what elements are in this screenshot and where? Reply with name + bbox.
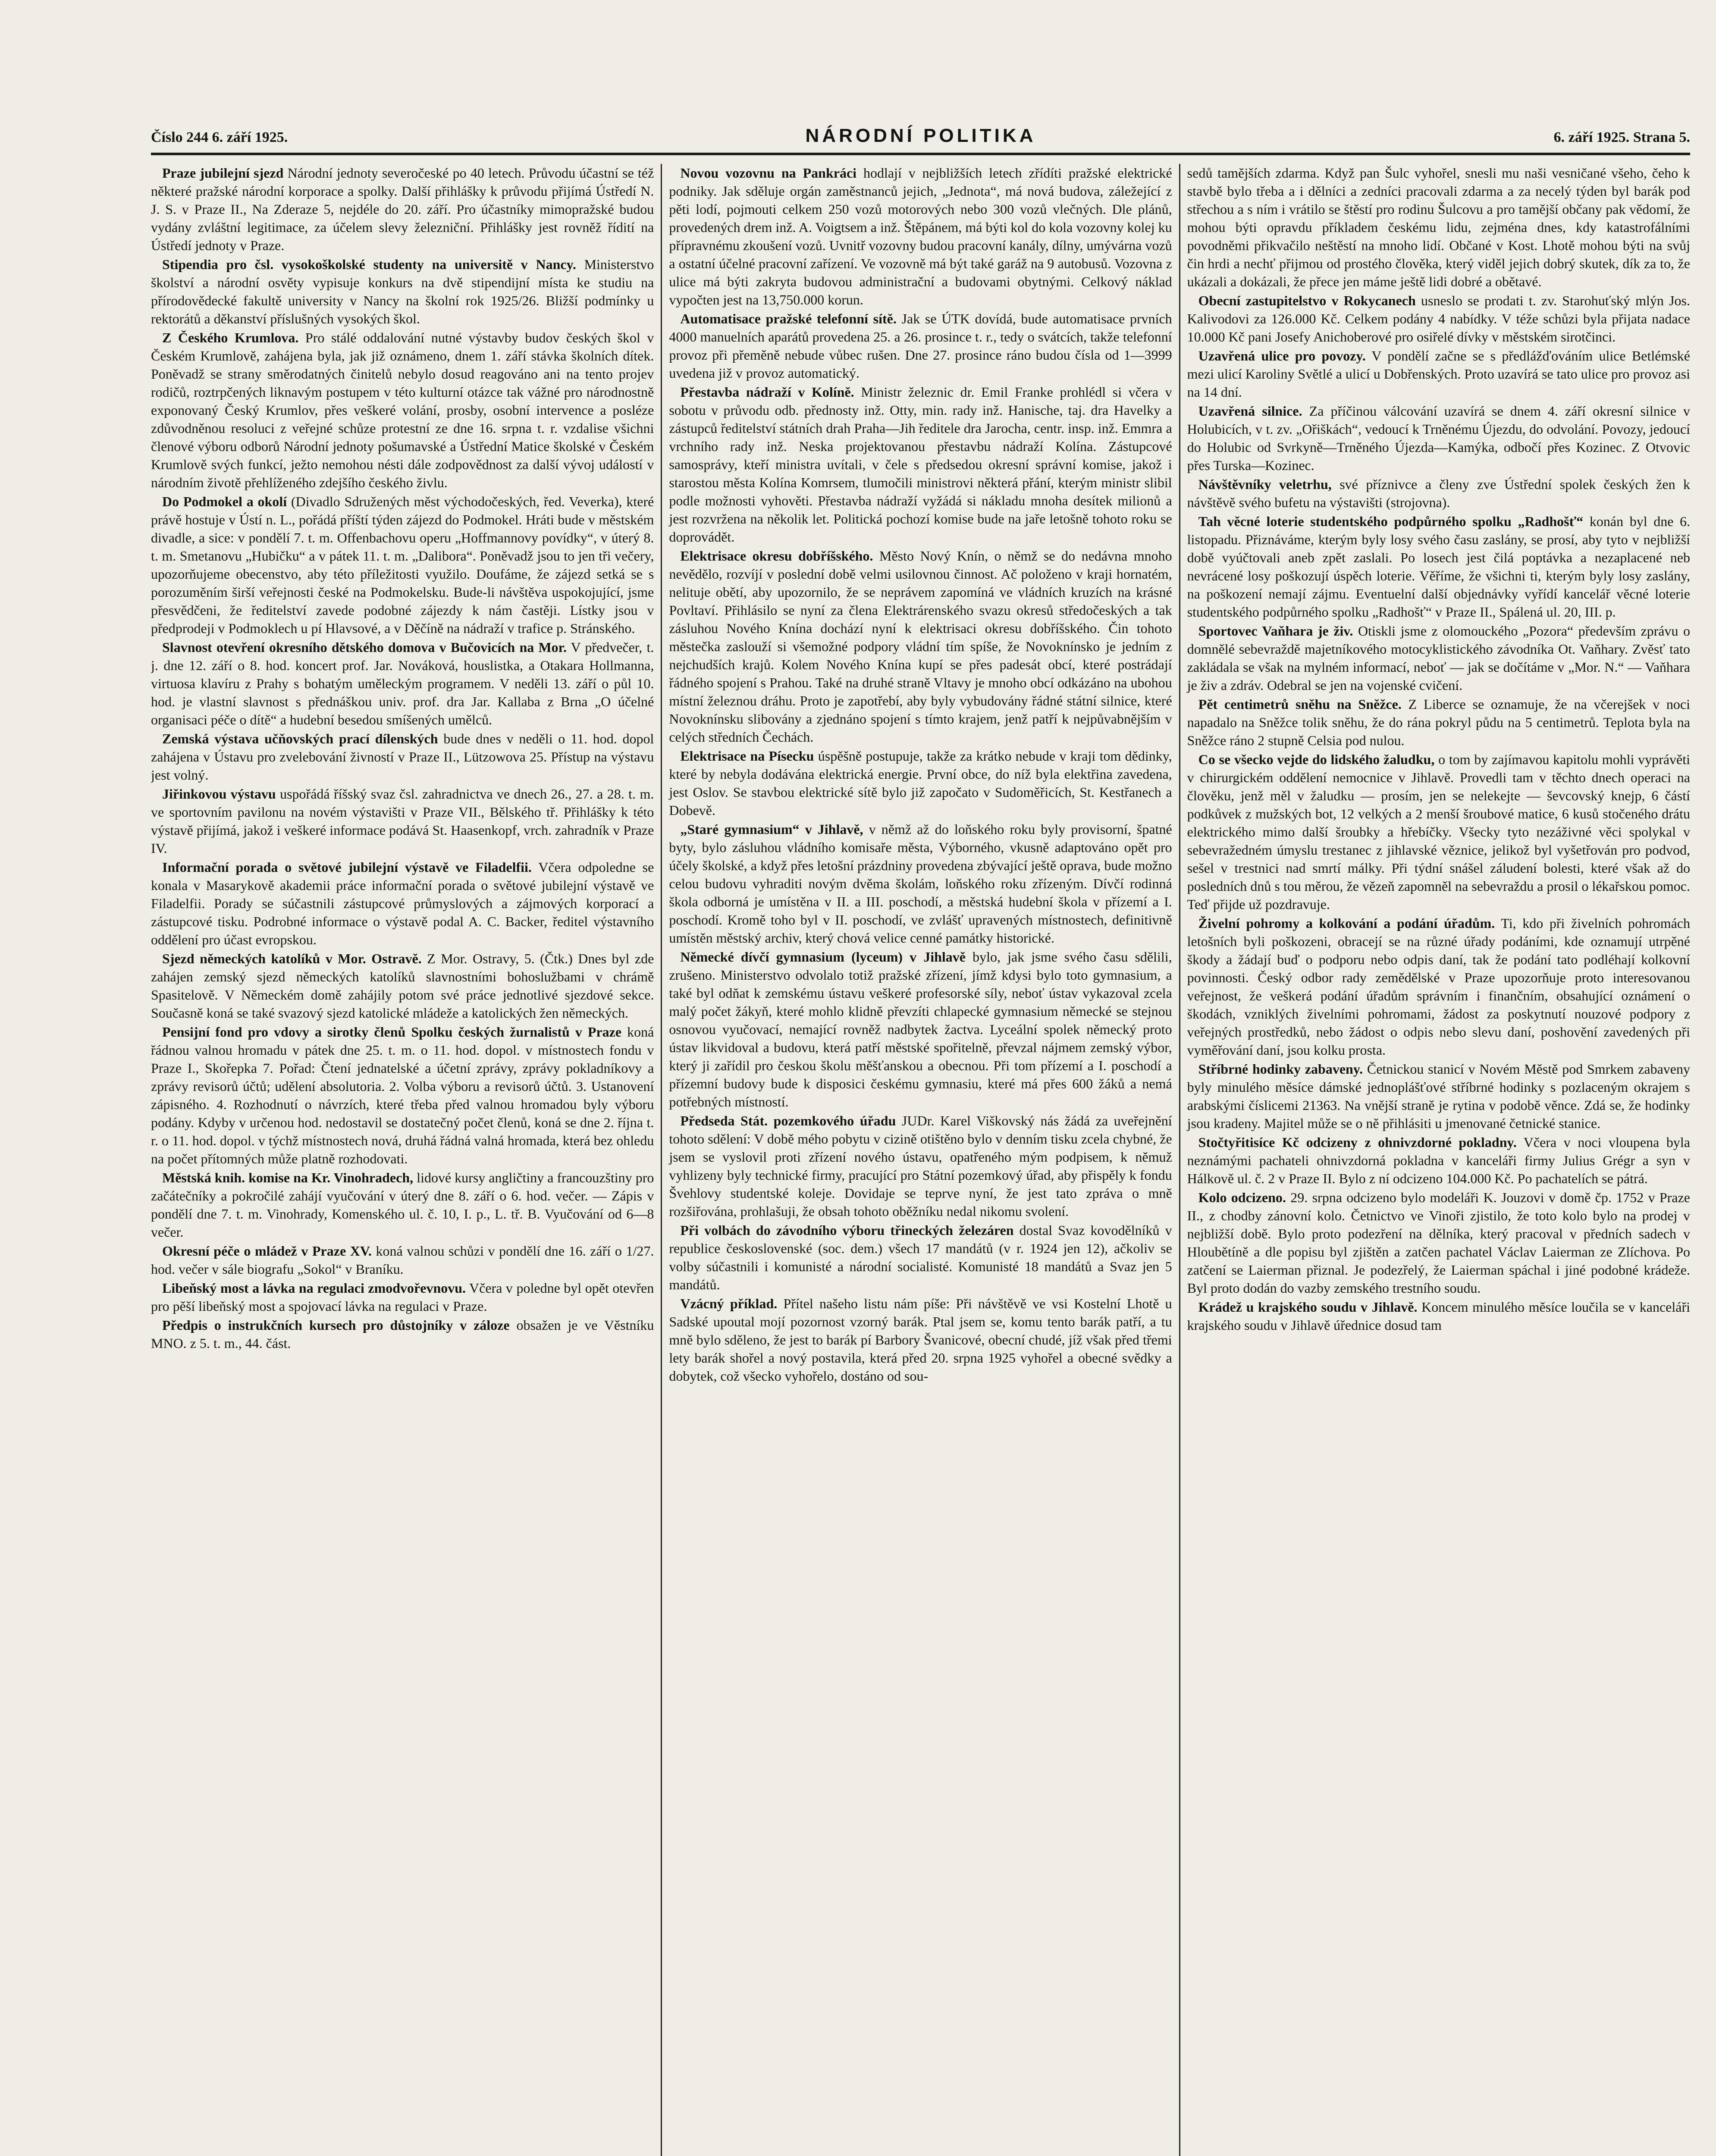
article — [669, 164, 1172, 309]
column-3 — [1179, 164, 1690, 2156]
article-headline: Při volbách do závodního výboru třineckých železáren — [680, 1222, 1014, 1238]
article-text: V předvečer, t. j. dne 12. září o 8. hod. koncert prof. Jar. Nováková, houslistka, a Otakara Hollmanna, virtuosa klavíru z Prahy s bohatým uměleckým programem. V neděli 13. září o půl 10. hod. je vlastní slavnost s přednáškou univ. prof. dra Jar. Kallaba z Brna „O účelné organisaci péče o dítě“ a hudební besedou smíšených umělců. — [151, 639, 654, 727]
article-text: koná valnou schůzi v pondělí dne 16. září o 1/27. hod. večer v sále biografu „Sokol“ v Braníku. — [151, 1243, 654, 1277]
article — [669, 1221, 1172, 1294]
article — [151, 638, 654, 729]
article-headline: Uzavřená ulice pro povozy. — [1198, 348, 1366, 364]
article-headline: Co se všecko vejde do lidského žaludku, — [1198, 752, 1435, 767]
article-text: koná řádnou valnou hromadu v pátek dne 25. t. m. o 11. hod. dopol. v místnostech fondu v Praze I., Skořepka 7. Pořad: Čtení jednatelské a účetní zprávy, zprávy pokladníkovy a zprávy revisorů účtů; udělení absolutoria. 2. Volba výboru a revisorů účtů. 3. Ustanovení zápisného. 4. Rozhodnutí o návrzích, které třeba před valnou hromadou byly výboru podány. Kdyby v určenou hod. nedostavil se dostatečný počet členů, koná se dne 2. října t. r. o 11. hod. dopol. v týchž místnostech nová, druhá řádná valná hromada, která bez ohledu na počet přítomných může platně rozhodovati. — [151, 1024, 654, 1166]
article-headline: Sportovec Vaňhara je živ. — [1198, 623, 1353, 639]
article-headline: Vzácný příklad. — [680, 1296, 778, 1311]
article — [669, 310, 1172, 382]
article-text: sedů tamějších zdarma. Když pan Šulc vyhořel, snesli mu naši vesničané všeho, čeho k stavbě bylo třeba a i dělníci a zedníci pracovali zdarma a za necelý týden byl barák pod střechou a s ním i vrátilo se štěstí pro rodinu Šulcovu a pro tamější občany pak vědomí, že mohou býti opravdu příkladem českému lidu, zejména dnes, kdy katastrofálními povodněmi přikvačilo neštěstí na mnoho lidí. Občané v Kost. Lhotě mohou býti na svůj čin hrdi a nechť přijmou od prostého člověka, který viděl jejich dobrý skutek, dík za to, že ukázali a dokázali, že přece jen máme ještě lidi dobré a obětavé. — [1187, 165, 1690, 289]
article-headline: Informační porada o světové jubilejní výstavě ve Filadelfii. — [162, 859, 532, 875]
article — [1187, 291, 1690, 346]
article — [1187, 512, 1690, 621]
article — [1187, 695, 1690, 749]
article-text: bylo, jak jsme svého času sdělili, zrušeno. Ministerstvo odvolalo totiž pražské zřízení, jímž kdysi bylo toto gymnasium, a také byl odňat k zemskému ústavu veškeré profesorské síly, neboť ústav vykazoval zcela malý počet žákyň, které mohlo klidně převzíti chlapecké gymnasium německé se stejnou osnovou vyučovací, nemající rovněž nadbytek žactva. Lyceální spolek německý proto ústav likvidoval a budovu, která patří městské spořitelně, převzal nájmem zemský výbor, který ji zařídil pro českou školu měšťanskou a obecnou. Při tom přízemí a I. poschodí a přízemní budovy bude k disposici českému gymnasiu, které má přes 600 žáků a nemá potřebných místností. — [669, 949, 1172, 1109]
article-text: Ti, kdo při živelních pohromách letošních byli poškozeni, obracejí se na různé úřady podáními, kde oznamují utrpěné škody a žádají buď o podporu nebo odpis daní, tak že podání tato podléhají kolkovní povinnosti. Český odbor rady zemědělské v Praze upozorňuje proto interesovanou veřejnost, že veškerá podání úřadům správním i finančním, obsahující oznámení o škodách, vzniklých živelními pohromami, žádost za poskytnutí nouzové podpory z veřejných prostředků, nebo žádost o odpis nebo slevu daní, poshovění zavedených při vyměřování daní, jsou kolku prosta. — [1187, 915, 1690, 1058]
article-text: (Divadlo Sdružených měst východočeských, řed. Veverka), které právě hostuje v Ústí n. L., pořádá příští týden zájezd do Podmokel. Hráti bude v městském divadle, a sice: v pondělí 7. t. m. Offenbachovu operu „Hoffmannovy povídky“, v úterý 8. t. m. Smetanovu „Hubičku“ a v pátek 11. t. m. „Dalibora“. Poněvadž jsou to jen tři večery, upozorňujeme obecenstvo, aby této příležitosti využilo. Doufáme, že zájezd setká se s porozuměním širší veřejnosti české na Podmokelsku. Bude-li návštěva uspokojující, jsme přesvědčeni, že ředitelství zavede podobné zájezdy k nám častěji. Lístky jsou v předprodeji v Podmoklech u pí Hlavsové, a v Děčíně na nádraží v trafice p. Stránského. — [151, 494, 654, 636]
article-headline: Městská knih. komise na Kr. Vinohradech, — [162, 1170, 414, 1185]
article-headline: Do Podmokel a okolí — [162, 494, 287, 509]
article-headline: Předseda Stát. pozemkového úřadu — [680, 1113, 896, 1128]
article-text: konán byl dne 6. listopadu. Přiznáváme, kterým byly losy svého času zaslány, se prosí, aby tyto v nejbližší době vyúčtovali aneb zpět zaslali. Po losech jest čilá poptávka a nezaplacené neb nevrácené losy poškozují úspěch loterie. Věříme, že všichni ti, kterým byly losy zaslány, na poškození nemají zájmu. Eventuelní další objednávky vyřídí kancelář věcné loterie studentského podpůrného spolku „Radhošť“ v Praze II., Spálená ul. 20, III. p. — [1187, 514, 1690, 620]
article — [1187, 347, 1690, 401]
article — [669, 1294, 1172, 1385]
column-2 — [661, 164, 1179, 2156]
article-text: Přítel našeho listu nám píše: Při návštěvě ve vsi Kostelní Lhotě u Sadské upoutal mojí pozornost vzorný barák. Ptal jsem se, komu tento barák patří, a tu mně bylo sděleno, že jest to barák pí Barbory Švanicové, obecní chudé, jíž však před třemi lety barák shořel a nový postavila, která před 20. srpna 1925 vyhořel a obecné svědky a dobytek, což všecko vyhořelo, dostáno od sou- — [669, 1296, 1172, 1384]
article-headline: Libeňský most a lávka na regulaci zmodvořevnovu. — [162, 1280, 466, 1296]
masthead-title: NÁRODNÍ POLITIKA — [805, 125, 1036, 146]
page-header — [151, 125, 1690, 155]
article — [151, 255, 654, 328]
article-headline: „Staré gymnasium“ v Jihlavě, — [680, 821, 863, 837]
article — [1187, 914, 1690, 1059]
article-text: Národní jednoty severočeské po 40 letech. Průvodu účastní se též některé pražské národní korporace a spolky. Další přihlášky k průvodu přijímá Ústředí N. J. S. v Praze II., Na Zderaze 5, nejdéle do 20. září. Pro účastníky mimopražské budou vydány zvláštní legitimace, za účelem slevy železniční. Přihlášky jest rovněž řídití na Ústředí jednoty v Praze. — [151, 165, 654, 253]
article-headline: Pensijní fond pro vdovy a sirotky členů Spolku českých žurnalistů v Praze — [162, 1024, 622, 1040]
article-text: Pro stálé oddalování nutné výstavby budov českých škol v Českém Krumlově, zahájena byla, jak již oznámeno, dnem 1. září stávka školních dítek. Poněvadž se strany směrodatných činitelů nebylo dosud reagováno ani na tento projev rodičů, roztrpčených liknavým postupem v této kulturní otázce tak vážné pro národnostně exponovaný Český Krumlov, přes veškeré volání, prosby, osobní intervence a posléze zdůvodněnou resoluci z veřejné schůze protestní ze dne 16. srpna t. r. vzdalise všichni členové výboru odborů Národní jednoty pošumavské a Ústřední Matice školské v Českém Krumlově svých funkcí, ježto nemohou nésti dále zodpovědnost za další vývoj událostí v národním životě přehlíženého zdejšího českého živlu. — [151, 330, 654, 490]
article — [1187, 1133, 1690, 1188]
article-headline: Okresní péče o mládež v Praze XV. — [162, 1243, 372, 1259]
article-text: lidové kursy angličtiny a francouzštiny pro začátečníky a pokročilé zahájí vyučování v úterý dne 8. září o 6. hod. večer. — Zápis v pondělí dne 7. t. m. Vinohrady, Komenského ul. č. 10, I. p., L. tř. B. Vyučování od 6—8 večer. — [151, 1170, 654, 1240]
article-text: své příznivce a členy zve Ústřední spolek českých žen k návštěvě svého bufetu na výstavišti (strojovna). — [1187, 476, 1690, 510]
article-text: Četnickou stanicí v Novém Městě pod Smrkem zabaveny byly minulého měsíce dámské jednoplášťové stříbrné hodinky s pozlaceným okrajem s arabskými číslicemi 21363. Na vnější straně je rytina v podobě věnce. Zdá se, že hodinky jsou kradeny. Majitel může se o ně přihlásiti u jmenované četnické stanice. — [1187, 1061, 1690, 1131]
article — [1187, 1298, 1690, 1334]
article-headline: Zemská výstava učňovských prací dílenských — [162, 731, 438, 746]
article — [669, 383, 1172, 546]
article-text: uspořádá říšský svaz čsl. zahradnictva ve dnech 26., 27. a 28. t. m. ve sportovním pavilonu na novém výstavišti v Praze VII., Bělského tř. Přihlášky k této výstavě přijímá, jakož i veškeré informace podává St. Haasenkopf, vrch. zahradník v Praze IV. — [151, 786, 654, 856]
article-text: JUDr. Karel Viškovský nás žádá za uveřejnění tohoto sdělení: V době mého pobytu v cizině otištěno bylo v denním tisku zcela chybné, že jsem se vyslovil proti zřízení nového ústavu, opatřeného mým podpisem, k němuž vyhlizeny byly technické firmy, pracující pro Státní pozemkový úřad, aby přispěly k fondu Švehlovy studentské koleje. Dovidaje se teprve nyní, že jest tato zpráva o mně rozšiřována, prohlašuji, že obsah tohoto oběžníku nedal nikomu svolení. — [669, 1113, 1172, 1219]
article — [669, 1112, 1172, 1220]
article-text: bude dnes v neděli o 11. hod. dopol zahájena v Ústavu pro zvelebování živností v Praze II., Lützowova 25. Přístup na výstavu jest volný. — [151, 731, 654, 783]
article-headline: Z Českého Krumlova. — [162, 330, 299, 345]
article — [669, 820, 1172, 947]
article-headline: Obecní zastupitelstvo v Rokycanech — [1198, 293, 1416, 308]
article — [151, 1279, 654, 1315]
article-text: Z Mor. Ostravy, 5. (Čtk.) Dnes byl zde zahájen zemský sjezd německých katolíků slavnostními bohoslužbami v chrámě Spasitelově. V Německém domě zahájily potom své práce jednotlivé sjezdové sekce. Současně koná se také svazový sjezd katolické mládeže a katolických žen německých. — [151, 951, 654, 1021]
article-headline: Tah věcné loterie studentského podpůrného spolku „Radhošť“ — [1198, 514, 1584, 529]
article-text: Ministerstvo školství a národní osvěty vypisuje konkurs na dvě stipendijní místa ke studiu na přírodovědecké fakultě university v Nancy na školní rok 1925/26. Bližší podmínky u rektorátů a děkanství příslušných vysokých škol. — [151, 257, 654, 326]
article-text: Za příčinou válcování uzavírá se dnem 4. září okresní silnice v Holubicích, v t. zv. „Ořiškách“, vedoucí k Trněnému Újezdu, do odvolání. Povozy, jedoucí do Holubic od Svrkyně—Trněného Újezda—Kamýka, odbočí přes Kozinec. Z Otvovic přes Turska—Kozinec. — [1187, 403, 1690, 473]
article — [669, 547, 1172, 746]
article — [1187, 622, 1690, 694]
article-text: hodlají v nejbližších letech zřídíti pražské elektrické podniky. Jak sděluje orgán zaměstnanců jejich, „Jednota“, má nová budova, záležející z pěti lodí, pojmouti celkem 250 vozů motorových nebo 300 vozů vlečných. Dle plánů, provedených drem inž. A. Voigtsem a inž. Štěpánem, má býti kol do kola vozovny kolej ku přípravnému zkoušení vozů. Uvnitř vozovny budou pracovní kanály, dílny, umývárna vozů a ostatní účelné pracovní zařízení. Ve vozovně má být také garáž na 9 autobusů. Vozovna z ulice má býti zakryta budovou administrační a budovami obytnými. Celkový náklad vypočten jest na 13,750.000 korun. — [669, 165, 1172, 307]
article — [1187, 475, 1690, 511]
article — [1187, 1188, 1690, 1297]
article-text: Koncem minulého měsíce loučila se v kanceláři krajského soudu v Jihlavě úřednice dosud tam — [1187, 1299, 1690, 1333]
article-headline: Krádež u krajského soudu v Jihlavě. — [1198, 1299, 1418, 1315]
article-text: dostal Svaz kovodělníků v republice československé (soc. dem.) všech 17 mandátů (v r. 1924 jen 12), ačkoliv se volby súčastnili i komunisté a národní socialisté. Komunisté 18 mandátů a Svaz jen 5 mandátů. — [669, 1222, 1172, 1292]
article-text: o tom by zajímavou kapitolu mohli vyprávěti v chirurgickém oddělení nemocnice v Jihlavě. Provedli tam v těchto dnech operaci na člověku, jenž měl v žaludku — prosím, jen se nelekejte — ševcovský knejp, 6 částí podkůvek z mužských bot, 12 velkých a 2 menší šroubové matice, 6 kusů stočeného drátu elektrického mimo další šroubky a hřebíčky. Všecky tyto nezáživné věci spolykal v sebevražedném úmyslu trestanec z jihlavské věznice, jelikož byl vyšetřován pro podvod, sešel v trestnici nad smrtí málky. Při týdní snášel záludení bolesti, které však až do posledních dnů s tou měrou, že vězeň zapomněl na sebevraždu a prosil o lékařskou pomoc. Teď přijde už pozdravuje. — [1187, 752, 1690, 912]
article-headline: Návštěvníky veletrhu, — [1198, 476, 1332, 492]
article-text: Z Liberce se oznamuje, že na včerejšek v noci napadalo na Sněžce tolik sněhu, že do rána pokryl půdu na 5 centimetrů. Teplota byla na Sněžce ráno 2 stupně Celsia pod nulou. — [1187, 696, 1690, 748]
article-headline: Kolo odcizeno. — [1198, 1190, 1286, 1205]
article-headline: Slavnost otevření okresního dětského domova v Bučovicích na Mor. — [162, 639, 567, 655]
article-text: usneslo se prodati t. zv. Starohuťský mlýn Jos. Kalivodovi za 126.000 Kč. Celkem podány 4 nabídky. V téže schůzi byla přijata nadace 10.000 Kč pani Josefy Anichoberové pro osiřelé dívky v městském sirotčinci. — [1187, 293, 1690, 345]
article — [151, 164, 654, 254]
article — [151, 858, 654, 949]
article-headline: Novou vozovnu na Pankráci — [680, 165, 857, 181]
article-headline: Pět centimetrů sněhu na Sněžce. — [1198, 696, 1402, 712]
article-text: 29. srpna odcizeno bylo modeláři K. Jouzovi v domě čp. 1752 v Praze II., z chodby zánovní kolo. Četnictvo ve Vinoři zjistilo, že toto kolo bylo na prodej v nejbližší době. Bylo proto podezření na dělníka, který pracoval v předních sadech v Hloubětíně a dle popisu byl zjištěn a zatčen pachatel Václav Laierman ze Zlíchova. Po zatčení se Laierman přiznal. Je podezřelý, že Laierman spáchal i jiné podobné krádeže. Byl proto dodán do vazby zemského trestního soudu. — [1187, 1190, 1690, 1296]
article — [151, 492, 654, 637]
article — [1187, 750, 1690, 913]
article-text: Včera v noci vloupena byla neznámými pachateli ohnivzdorná pokladna v kanceláři firmy Julius Grégr a syn v Hálkově ul. č. 2 v Praze II. Bylo z ní odcizeno 104.000 Kč. Po pachatelích se pátrá. — [1187, 1134, 1690, 1186]
article-headline: Stočtyřitisíce Kč odcizeny z ohnivzdorné pokladny. — [1198, 1134, 1517, 1150]
article-text: úspěšně postupuje, takže za krátko nebude v kraji tom dědinky, které by nebyla dodávána elektrická energie. První obce, do níž byla elektřina zavedena, jest Oslov. Se stavbou elektrické sítě bylo již započato v Sudoměřicích, St. Kestřanech a Dobevě. — [669, 748, 1172, 818]
article — [1187, 1060, 1690, 1132]
article — [151, 730, 654, 784]
column-1 — [151, 164, 661, 2156]
article — [151, 785, 654, 857]
article-headline: Sjezd německých katolíků v Mor. Ostravě. — [162, 951, 422, 966]
article-headline: Přestavba nádraží v Kolíně. — [680, 384, 854, 400]
article-headline: Uzavřená silnice. — [1198, 403, 1302, 419]
article-headline: Živelní pohromy a kolkování a podání úřadům. — [1198, 915, 1495, 931]
article — [151, 950, 654, 1022]
article-headline: Praze jubilejní sjezd — [162, 165, 284, 181]
article-headline: Předpis o instrukčních kursech pro důstojníky v záloze — [162, 1317, 510, 1333]
article-headline: Elektrisace na Písecku — [680, 748, 814, 764]
article — [151, 329, 654, 492]
article-text: Ministr železnic dr. Emil Franke prohlédl si včera v sobotu v průvodu odb. přednosty inž. Otty, min. rady inž. Hanische, taj. dra Havelky a zástupců ředitelství státních drah Praha—Jih ředitele dra Jarocha, centr. insp. inž. Emmra a vrchního rady inž. Neska projektovanou přestavbu nádraží Kolína. Zástupcové samosprávy, kteří ministra uvítali, v čele s předsedou okresní správní komise, jakož i starostou města Kolína Komrsem, tlumočili ministrovi některá přání, kterým ministr slibil podle možnosti vyhověti. Přestavba nádraží vyžádá si nákladu mnoha desítek milionů a jest rozvržena na několik let. Politická pochozí komise bude na jaře letošně tohoto roku se doprovádět. — [669, 384, 1172, 545]
article — [151, 1023, 654, 1168]
article-text: obsažen je ve Věstníku MNO. z 5. t. m., 44. část. — [151, 1317, 654, 1351]
article-headline: Automatisace pražské telefonní sítě. — [680, 311, 897, 326]
article-text: Otiskli jsme z olomouckého „Pozora“ především zprávu o domnělé sebevraždě majetníkového motocyklistického závodníka Ot. Vaňhary. Zvěsť tato zakládala se však na mylném informací, neboť — jak se dočítáme v „Mor. N.“ — Vaňhara je živ a zdráv. Odebral se jen na vojenské cvičení. — [1187, 623, 1690, 693]
article — [1187, 402, 1690, 474]
article — [151, 1169, 654, 1241]
article-text: Včera v poledne byl opět otevřen pro pěší libeňský most a spojovací lávka na regulaci v Praze. — [151, 1280, 654, 1314]
article-text: v němž až do loňského roku byly provisorní, špatné byty, bylo zásluhou vládního komisaře města, Výborného, vkusně adaptováno opět pro účely školské, a když přes letošní prázdniny provedena zbývající ještě oprava, bude možno celou budovu vyhraditi novým dvěma školám, loňského roku zřízeným. Dívčí rodinná škola odborná je umístěna v II. a III. poschodí, a městská hudební škola v přízemí a I. poschodí. Kromě toho byl v II. poschodí, ve zvlášť upravených místnostech, definitivně umístěn městský archiv, který chová velice cenné památky historické. — [669, 821, 1172, 946]
article-headline: Stipendia pro čsl. vysokoškolské studenty na universitě v Nancy. — [162, 257, 576, 272]
page-number: 6. září 1925. Strana 5. — [1553, 129, 1690, 145]
article — [151, 1316, 654, 1352]
article-text: Město Nový Knín, o němž se do nedávna mnoho nevědělo, rozvíjí v poslední době velmi usilovnou činnost. Ač položeno v kraji hornatém, nelituje obětí, aby upozornilo, že se neprávem zapomíná ve vládních kruzích na krásné Povltaví. Přihlásilo se nyní za člena Elektrárenského svazu okresů středočeských a tak zásluhou Nového Knína dochází nyní k elektrisaci okresu dobříšského. Čin tohoto městečka zaslouží si všemožné podpory vládní tím spíše, že Novoknínsko je jedním z nejchudších krajů. Kolem Nového Knína kupí se přes padesát obcí, které postrádají řádného spojení s Prahou. Také na druhé straně Vltavy je mnoho obcí odkázáno na ubohou místní železnou dráhu. Proto je zapotřebí, aby byly vybudovány řádné státní silnice, které Novoknínsku slibovány a zjednáno spojení s tímto krajem, jenž patří k nejpůvabnějším v celých středních Čechách. — [669, 548, 1172, 745]
article-text: Jak se ÚTK dovídá, bude automatisace prvních 4000 manuelních aparátů provedena 25. a 26. prosince t. r., tedy o svátcích, takže telefonní provoz při přeměně nebude vůbec rušen. Dne 27. prosince ráno budou čísla od 1—3999 uvedena již v provoz automatický. — [669, 311, 1172, 381]
article-text: Včera odpoledne se konala v Masarykově akademii práce informační porada o světové jubilejní výstavě ve Filadelfii. Porady se súčastnili zástupcové průmyslových a zájmových korporací a zástupcové tisku. Podrobné informace o výstavě podal A. C. Backer, ředitel výstavního oddělení pro účast evropskou. — [151, 859, 654, 947]
article — [1187, 164, 1690, 291]
article — [669, 948, 1172, 1111]
article — [669, 747, 1172, 819]
article-columns — [151, 164, 1690, 2156]
article-headline: Elektrisace okresu dobříšského. — [680, 548, 873, 564]
article-headline: Jiřinkovou výstavu — [162, 786, 276, 802]
issue-date: Číslo 244 6. září 1925. — [151, 129, 288, 145]
article-headline: Stříbrné hodinky zabaveny. — [1198, 1061, 1363, 1077]
article — [151, 1242, 654, 1278]
article-headline: Německé dívčí gymnasium (lyceum) v Jihlavě — [680, 949, 966, 965]
article-text: V pondělí začne se s předlážďováním ulice Betlémské mezi ulicí Karoliny Světlé a ulicí u Dobřenských. Proto uzavírá se tato ulice pro provoz asi na 14 dní. — [1187, 348, 1690, 400]
